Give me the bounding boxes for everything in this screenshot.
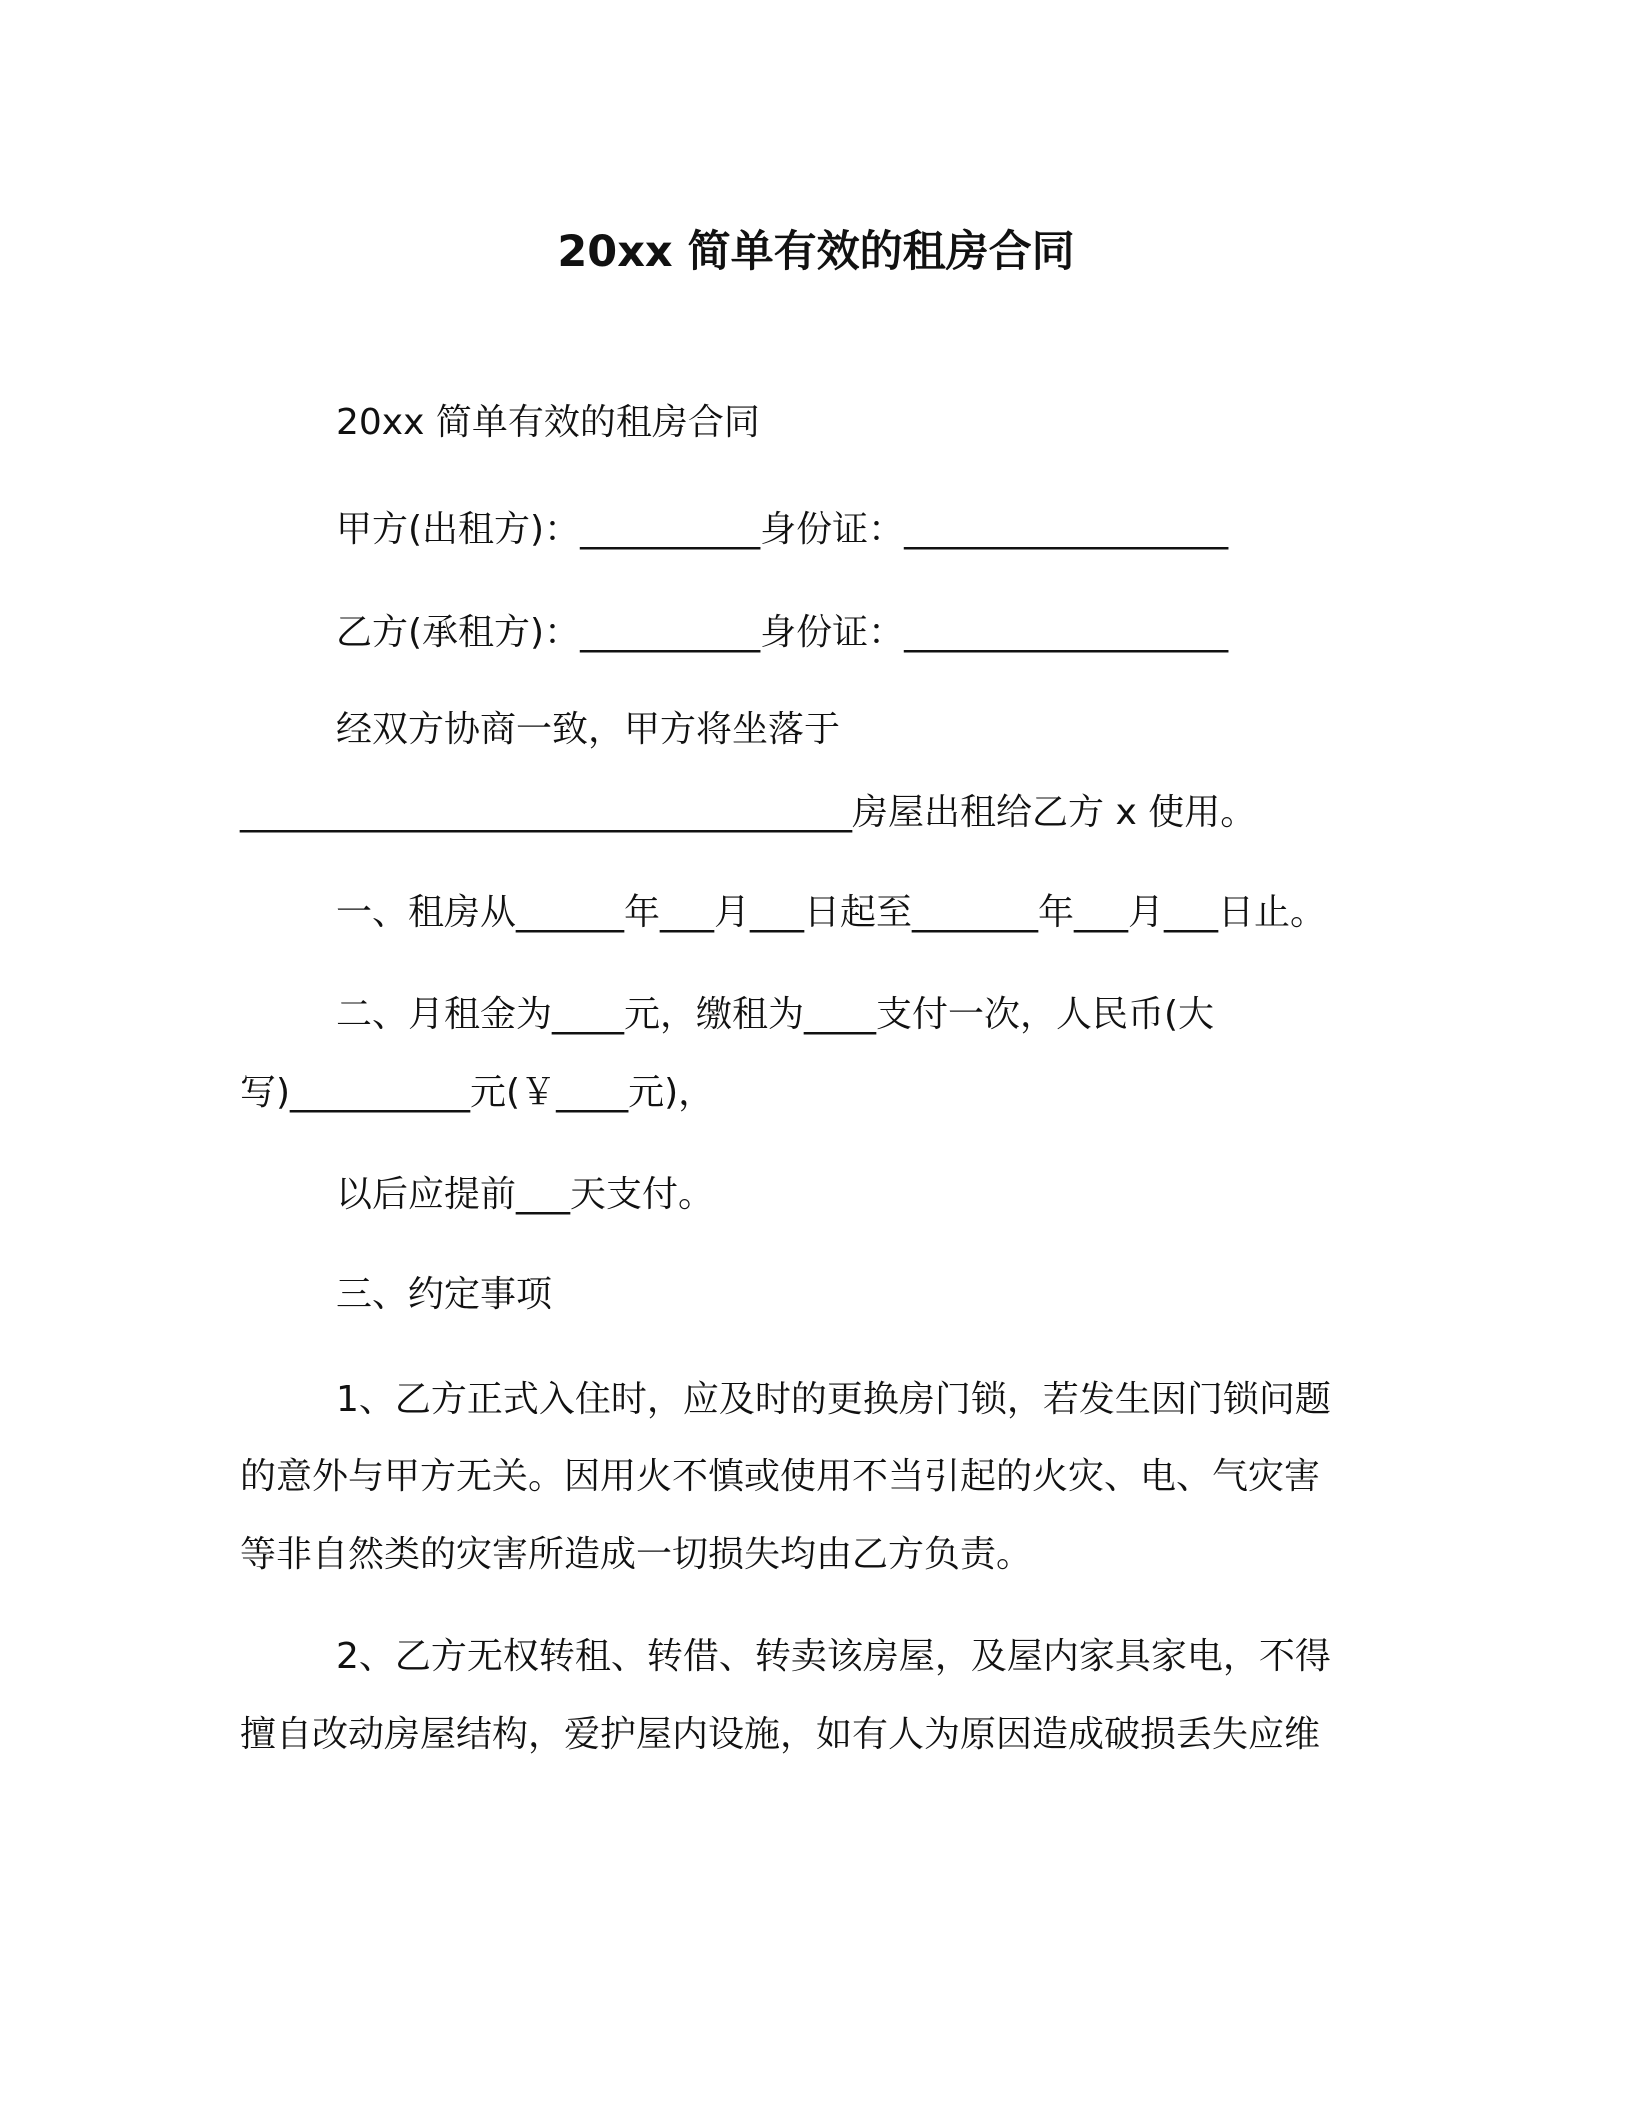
intro-paragraph-line-2: __________________________________房屋出租给乙方 x 使用。 (240, 792, 1257, 833)
section-3-heading: 三、约定事项 (336, 1274, 553, 1315)
clause-2-line-2: 写)__________元(￥____元)， (240, 1072, 715, 1113)
item-1-line-3: 等非自然类的灾害所造成一切损失均由乙方负责。 (240, 1534, 1033, 1575)
clause-1-rental-period: 一、租房从______年___月___日起至_______年___月___日止。 (336, 892, 1327, 933)
party-a-line: 甲方(出租方)：__________身份证：__________________ (336, 509, 1229, 550)
item-1-line-1: 1、乙方正式入住时，应及时的更换房门锁，若发生因门锁问题 (336, 1379, 1331, 1420)
party-b-line: 乙方(承租方)：__________身份证：__________________ (336, 612, 1229, 653)
intro-paragraph-line-1: 经双方协商一致，甲方将坐落于 (336, 709, 841, 750)
item-2-line-1: 2、乙方无权转租、转借、转卖该房屋，及屋内家具家电，不得 (336, 1636, 1331, 1677)
item-1-line-2: 的意外与甲方无关。因用火不慎或使用不当引起的火灾、电、气灾害 (240, 1456, 1321, 1497)
document-title: 20xx 简单有效的租房合同 (557, 227, 1075, 277)
clause-2-line-3: 以后应提前___天支付。 (336, 1174, 715, 1215)
item-2-line-2: 擅自改动房屋结构，爱护屋内设施，如有人为原因造成破损丢失应维 (240, 1714, 1321, 1755)
clause-2-line-1: 二、月租金为____元，缴租为____支付一次，人民币(大 (336, 994, 1215, 1035)
document-subtitle: 20xx 简单有效的租房合同 (336, 402, 760, 443)
